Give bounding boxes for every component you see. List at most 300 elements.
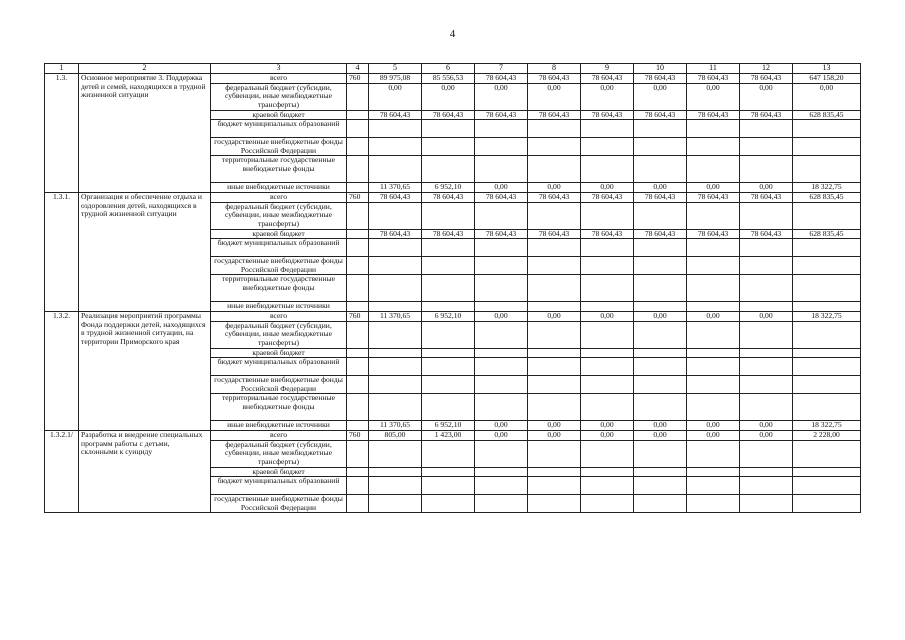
amount-cell: 0,00 (475, 421, 528, 431)
amount-cell: 18 322,75 (793, 421, 861, 431)
amount-cell (634, 440, 687, 467)
amount-cell: 78 604,43 (634, 192, 687, 202)
amount-cell (581, 257, 634, 275)
col-header: 11 (687, 64, 740, 74)
amount-cell (475, 376, 528, 394)
amount-cell (687, 120, 740, 138)
amount-cell: 78 604,43 (740, 229, 793, 239)
amount-cell (369, 120, 422, 138)
amount-cell (369, 302, 422, 312)
amount-cell: 0,00 (528, 430, 581, 440)
amount-cell (581, 348, 634, 358)
funding-source: федеральный бюджет (субсидии, субвенции, иные межбюджетные трансферты) (211, 321, 347, 348)
amount-cell: 0,00 (687, 83, 740, 110)
amount-cell (528, 138, 581, 156)
amount-cell (687, 239, 740, 257)
amount-cell (687, 302, 740, 312)
amount-cell (369, 156, 422, 183)
amount-cell: 0,00 (528, 183, 581, 193)
amount-cell (528, 440, 581, 467)
amount-cell: 78 604,43 (475, 110, 528, 120)
amount-cell: 0,00 (528, 311, 581, 321)
amount-cell (475, 302, 528, 312)
funding-source: территориальные государственные внебюджетные фонды (211, 275, 347, 302)
amount-cell (793, 321, 861, 348)
col-header: 3 (211, 64, 347, 74)
amount-cell (528, 302, 581, 312)
amount-cell: 78 604,43 (369, 192, 422, 202)
amount-cell: 0,00 (528, 421, 581, 431)
amount-cell: 0,00 (687, 430, 740, 440)
funding-source: федеральный бюджет (субсидии, субвенции, иные межбюджетные трансферты) (211, 83, 347, 110)
amount-cell (740, 321, 793, 348)
amount-cell: 78 604,43 (740, 110, 793, 120)
amount-cell (369, 348, 422, 358)
amount-cell (740, 120, 793, 138)
amount-cell (793, 358, 861, 376)
amount-cell: 78 604,43 (687, 110, 740, 120)
amount-cell: 628 835,45 (793, 192, 861, 202)
amount-cell: 78 604,43 (528, 110, 581, 120)
budget-code: 760 (347, 430, 369, 440)
funding-source: территориальные государственные внебюджетные фонды (211, 394, 347, 421)
amount-cell (740, 440, 793, 467)
amount-cell (475, 275, 528, 302)
amount-cell (422, 394, 475, 421)
amount-cell (581, 440, 634, 467)
amount-cell: 78 604,43 (634, 110, 687, 120)
amount-cell (422, 358, 475, 376)
col-header: 6 (422, 64, 475, 74)
item-name: Реализация мероприятий программы Фонда поддержки детей, находящихся в трудной жизненной ситуации, на территории Приморского края (79, 311, 211, 430)
amount-cell: 78 604,43 (581, 229, 634, 239)
amount-cell (369, 477, 422, 495)
amount-cell: 0,00 (528, 83, 581, 110)
amount-cell (793, 376, 861, 394)
amount-cell: 805,00 (369, 430, 422, 440)
amount-cell (740, 138, 793, 156)
amount-cell (634, 358, 687, 376)
item-name: Основное мероприятие 3. Поддержка детей и семей, находящихся в трудной жизненной ситуации (79, 74, 211, 193)
amount-cell: 78 604,43 (581, 74, 634, 84)
amount-cell (793, 302, 861, 312)
amount-cell (740, 477, 793, 495)
amount-cell: 78 604,43 (687, 74, 740, 84)
amount-cell: 2 228,00 (793, 430, 861, 440)
budget-code (347, 495, 369, 513)
budget-code (347, 202, 369, 229)
table-row (45, 430, 861, 440)
budget-code (347, 348, 369, 358)
amount-cell (475, 156, 528, 183)
amount-cell (422, 302, 475, 312)
amount-cell (740, 348, 793, 358)
budget-code: 760 (347, 192, 369, 202)
amount-cell (422, 440, 475, 467)
funding-source: бюджет муниципальных образований (211, 477, 347, 495)
amount-cell (793, 156, 861, 183)
amount-cell (369, 202, 422, 229)
amount-cell: 78 604,43 (581, 192, 634, 202)
amount-cell (422, 156, 475, 183)
amount-cell (422, 376, 475, 394)
amount-cell (369, 138, 422, 156)
amount-cell: 78 604,43 (422, 110, 475, 120)
funding-source: краевой бюджет (211, 110, 347, 120)
amount-cell (740, 394, 793, 421)
amount-cell (422, 120, 475, 138)
funding-source: государственные внебюджетные фонды Российской Федерации (211, 257, 347, 275)
amount-cell (369, 394, 422, 421)
amount-cell (740, 376, 793, 394)
amount-cell (687, 156, 740, 183)
amount-cell (687, 358, 740, 376)
funding-source: всего (211, 74, 347, 84)
amount-cell: 0,00 (422, 83, 475, 110)
table-row (45, 192, 861, 202)
amount-cell (581, 275, 634, 302)
page-number: 4 (449, 28, 456, 40)
amount-cell (687, 275, 740, 302)
amount-cell (793, 239, 861, 257)
amount-cell: 78 604,43 (634, 74, 687, 84)
amount-cell (528, 376, 581, 394)
col-header: 7 (475, 64, 528, 74)
amount-cell (422, 495, 475, 513)
amount-cell (369, 257, 422, 275)
amount-cell (687, 467, 740, 477)
table-row (45, 74, 861, 84)
amount-cell: 6 952,10 (422, 183, 475, 193)
amount-cell (634, 467, 687, 477)
amount-cell (634, 257, 687, 275)
budget-code (347, 302, 369, 312)
amount-cell (422, 477, 475, 495)
amount-cell (793, 348, 861, 358)
funding-source: всего (211, 192, 347, 202)
amount-cell (528, 477, 581, 495)
amount-cell (475, 467, 528, 477)
amount-cell: 0,00 (740, 183, 793, 193)
amount-cell (528, 321, 581, 348)
amount-cell (369, 495, 422, 513)
amount-cell: 0,00 (740, 430, 793, 440)
item-number: 1.3.2. (45, 311, 79, 430)
amount-cell (740, 495, 793, 513)
table-body (45, 64, 861, 513)
amount-cell: 0,00 (369, 83, 422, 110)
amount-cell: 78 604,43 (634, 229, 687, 239)
amount-cell (793, 120, 861, 138)
col-header: 1 (45, 64, 79, 74)
amount-cell: 78 604,43 (687, 229, 740, 239)
amount-cell (581, 239, 634, 257)
funding-source: краевой бюджет (211, 229, 347, 239)
header-row (45, 64, 861, 74)
amount-cell: 0,00 (475, 83, 528, 110)
amount-cell: 78 604,43 (581, 110, 634, 120)
amount-cell (422, 202, 475, 229)
funding-source: государственные внебюджетные фонды Российской Федерации (211, 495, 347, 513)
amount-cell (793, 394, 861, 421)
amount-cell (475, 495, 528, 513)
col-header: 9 (581, 64, 634, 74)
amount-cell (634, 348, 687, 358)
amount-cell: 78 604,43 (422, 229, 475, 239)
amount-cell: 0,00 (475, 311, 528, 321)
amount-cell: 89 975,08 (369, 74, 422, 84)
amount-cell (475, 120, 528, 138)
amount-cell: 0,00 (475, 430, 528, 440)
amount-cell (528, 202, 581, 229)
funding-source: краевой бюджет (211, 467, 347, 477)
col-header: 8 (528, 64, 581, 74)
amount-cell (475, 321, 528, 348)
amount-cell: 11 370,65 (369, 421, 422, 431)
amount-cell: 0,00 (581, 430, 634, 440)
amount-cell (422, 467, 475, 477)
amount-cell (634, 202, 687, 229)
funding-source: иные внебюджетные источники (211, 183, 347, 193)
amount-cell (740, 467, 793, 477)
amount-cell (634, 477, 687, 495)
item-name: Разработка и внедрение специальных программ работы с детьми, склонными к суициду (79, 430, 211, 512)
amount-cell: 628 835,45 (793, 229, 861, 239)
budget-code (347, 275, 369, 302)
amount-cell (369, 467, 422, 477)
amount-cell (687, 376, 740, 394)
amount-cell: 0,00 (740, 311, 793, 321)
col-header: 10 (634, 64, 687, 74)
amount-cell (581, 358, 634, 376)
budget-code (347, 257, 369, 275)
budget-code (347, 120, 369, 138)
amount-cell (634, 302, 687, 312)
amount-cell: 0,00 (687, 421, 740, 431)
amount-cell (581, 477, 634, 495)
amount-cell (528, 394, 581, 421)
amount-cell (369, 321, 422, 348)
col-header: 2 (79, 64, 211, 74)
amount-cell (634, 495, 687, 513)
item-number: 1.3.1. (45, 192, 79, 311)
amount-cell: 78 604,43 (528, 229, 581, 239)
amount-cell: 78 604,43 (369, 110, 422, 120)
amount-cell (422, 138, 475, 156)
amount-cell: 78 604,43 (475, 229, 528, 239)
amount-cell (422, 257, 475, 275)
amount-cell (740, 239, 793, 257)
amount-cell (369, 239, 422, 257)
amount-cell: 0,00 (634, 83, 687, 110)
funding-source: государственные внебюджетные фонды Российской Федерации (211, 138, 347, 156)
amount-cell (475, 138, 528, 156)
amount-cell (475, 477, 528, 495)
amount-cell (475, 348, 528, 358)
amount-cell (422, 321, 475, 348)
amount-cell: 11 370,65 (369, 311, 422, 321)
funding-source: иные внебюджетные источники (211, 302, 347, 312)
amount-cell: 6 952,10 (422, 421, 475, 431)
amount-cell (422, 239, 475, 257)
amount-cell: 0,00 (581, 183, 634, 193)
amount-cell: 0,00 (581, 83, 634, 110)
funding-source: бюджет муниципальных образований (211, 239, 347, 257)
budget-code (347, 239, 369, 257)
amount-cell: 0,00 (475, 183, 528, 193)
item-number: 1.3.2.1/ (45, 430, 79, 512)
amount-cell (793, 477, 861, 495)
amount-cell: 78 604,43 (475, 192, 528, 202)
amount-cell: 0,00 (581, 311, 634, 321)
budget-code (347, 156, 369, 183)
funding-source: всего (211, 311, 347, 321)
amount-cell (581, 156, 634, 183)
amount-cell: 78 604,43 (740, 192, 793, 202)
funding-source: федеральный бюджет (субсидии, субвенции, иные межбюджетные трансферты) (211, 202, 347, 229)
amount-cell (528, 495, 581, 513)
amount-cell: 0,00 (687, 183, 740, 193)
amount-cell (740, 275, 793, 302)
amount-cell (687, 321, 740, 348)
amount-cell (687, 257, 740, 275)
amount-cell (687, 440, 740, 467)
col-header: 13 (793, 64, 861, 74)
amount-cell: 1 423,00 (422, 430, 475, 440)
amount-cell: 78 604,43 (528, 192, 581, 202)
amount-cell (528, 239, 581, 257)
amount-cell (369, 275, 422, 302)
amount-cell: 78 604,43 (687, 192, 740, 202)
budget-code (347, 321, 369, 348)
funding-source: иные внебюджетные источники (211, 421, 347, 431)
amount-cell (581, 120, 634, 138)
amount-cell: 628 835,45 (793, 110, 861, 120)
amount-cell (634, 394, 687, 421)
amount-cell (369, 440, 422, 467)
amount-cell (687, 495, 740, 513)
amount-cell (634, 138, 687, 156)
amount-cell: 78 604,43 (475, 74, 528, 84)
amount-cell (634, 275, 687, 302)
amount-cell (369, 376, 422, 394)
amount-cell (528, 467, 581, 477)
amount-cell (581, 321, 634, 348)
budget-code (347, 394, 369, 421)
amount-cell (793, 138, 861, 156)
budget-code (347, 477, 369, 495)
amount-cell (528, 257, 581, 275)
amount-cell (528, 275, 581, 302)
budget-code (347, 138, 369, 156)
amount-cell: 0,00 (634, 311, 687, 321)
funding-source: федеральный бюджет (субсидии, субвенции, иные межбюджетные трансферты) (211, 440, 347, 467)
amount-cell: 0,00 (634, 430, 687, 440)
amount-cell (475, 394, 528, 421)
item-number: 1.3. (45, 74, 79, 193)
amount-cell: 0,00 (740, 83, 793, 110)
amount-cell (793, 467, 861, 477)
amount-cell: 0,00 (793, 83, 861, 110)
amount-cell (740, 358, 793, 376)
amount-cell (634, 239, 687, 257)
col-header: 4 (347, 64, 369, 74)
amount-cell (528, 120, 581, 138)
amount-cell: 85 556,53 (422, 74, 475, 84)
amount-cell (475, 202, 528, 229)
amount-cell: 18 322,75 (793, 183, 861, 193)
table-row (45, 311, 861, 321)
amount-cell (793, 275, 861, 302)
budget-code (347, 110, 369, 120)
amount-cell (422, 275, 475, 302)
amount-cell: 6 952,10 (422, 311, 475, 321)
budget-table (44, 63, 861, 513)
amount-cell (475, 239, 528, 257)
amount-cell (740, 302, 793, 312)
amount-cell (634, 321, 687, 348)
funding-source: государственные внебюджетные фонды Российской Федерации (211, 376, 347, 394)
budget-code (347, 467, 369, 477)
amount-cell (581, 467, 634, 477)
amount-cell: 0,00 (740, 421, 793, 431)
amount-cell (634, 156, 687, 183)
amount-cell (687, 138, 740, 156)
amount-cell (634, 120, 687, 138)
budget-code: 760 (347, 311, 369, 321)
amount-cell: 0,00 (634, 421, 687, 431)
item-name: Организация и обеспечение отдыха и оздоровления детей, находящихся в трудной жизненной ситуации (79, 192, 211, 311)
amount-cell (740, 202, 793, 229)
budget-code (347, 376, 369, 394)
amount-cell: 0,00 (687, 311, 740, 321)
amount-cell (793, 202, 861, 229)
amount-cell: 78 604,43 (528, 74, 581, 84)
amount-cell: 78 604,43 (422, 192, 475, 202)
amount-cell (581, 138, 634, 156)
budget-code (347, 229, 369, 239)
amount-cell (687, 477, 740, 495)
amount-cell (581, 202, 634, 229)
amount-cell (793, 440, 861, 467)
budget-code (347, 358, 369, 376)
amount-cell (369, 358, 422, 376)
col-header: 12 (740, 64, 793, 74)
amount-cell (581, 495, 634, 513)
budget-code (347, 421, 369, 431)
amount-cell (528, 358, 581, 376)
budget-code (347, 183, 369, 193)
amount-cell (528, 156, 581, 183)
budget-code (347, 83, 369, 110)
amount-cell (475, 358, 528, 376)
amount-cell (581, 376, 634, 394)
funding-source: бюджет муниципальных образований (211, 358, 347, 376)
amount-cell: 11 370,65 (369, 183, 422, 193)
budget-code (347, 440, 369, 467)
amount-cell (740, 156, 793, 183)
amount-cell (475, 440, 528, 467)
amount-cell: 78 604,43 (740, 74, 793, 84)
col-header: 5 (369, 64, 422, 74)
amount-cell (634, 376, 687, 394)
amount-cell (687, 394, 740, 421)
amount-cell: 0,00 (634, 183, 687, 193)
amount-cell: 647 158,20 (793, 74, 861, 84)
amount-cell (422, 348, 475, 358)
amount-cell (793, 257, 861, 275)
amount-cell (793, 495, 861, 513)
